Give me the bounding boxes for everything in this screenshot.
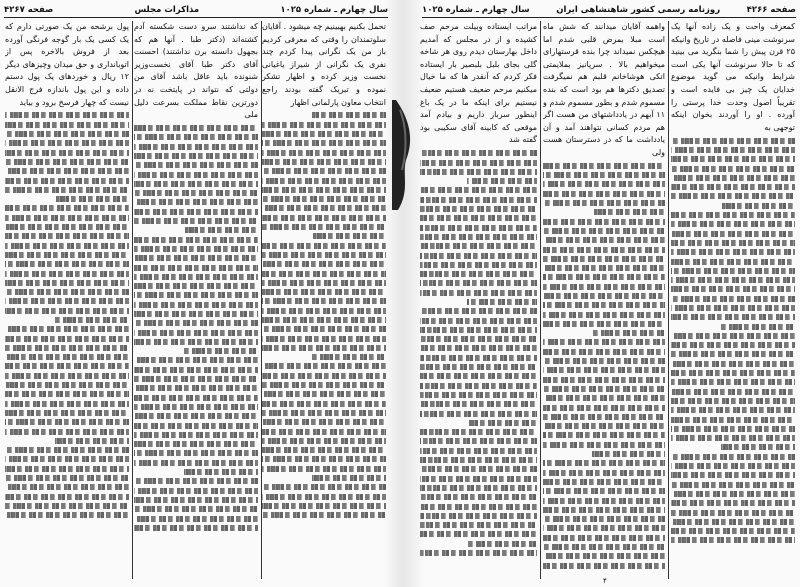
text-line	[5, 187, 129, 193]
text-line	[55, 438, 129, 444]
text-line	[262, 224, 386, 230]
text-line	[671, 500, 795, 506]
text-line	[5, 336, 129, 342]
text-line	[262, 131, 386, 137]
text-line	[467, 178, 537, 184]
text-line	[5, 484, 129, 490]
text-line	[262, 429, 386, 435]
text-line	[420, 401, 537, 407]
text-line	[134, 237, 258, 243]
text-line	[543, 181, 665, 187]
text-line	[5, 252, 129, 258]
text-line	[262, 298, 386, 304]
text-line	[671, 305, 795, 311]
text-line	[134, 460, 258, 466]
text-line	[420, 169, 537, 175]
text-line	[312, 475, 386, 481]
text-line	[543, 265, 665, 271]
text-line	[134, 506, 258, 512]
text-line	[262, 401, 386, 407]
text-lines	[262, 112, 386, 518]
text-line	[134, 488, 258, 494]
text-line	[420, 494, 537, 500]
column-text: تحمل بکنیم بهبینیم چه میشود . آقایان سلوتمندان را وقتی که معرفی کردیم باز من یک نگرانی پیدا کردم چند نفری یک نگرانی از شیراز یاغیانی نخست وزیر کرده و اظهار تشکر نموده و تبریک گفته بودند راجع انتخاب معاون پارلمانی اظهار	[262, 22, 386, 107]
text-line	[5, 271, 129, 277]
text-line	[671, 426, 795, 432]
text-line	[134, 320, 258, 326]
text-line	[134, 134, 258, 140]
text-line	[671, 333, 795, 339]
text-line	[671, 528, 795, 534]
text-line	[134, 516, 258, 522]
text-line	[592, 330, 665, 336]
text-line	[671, 361, 795, 367]
text-line	[671, 184, 795, 190]
column-text: که نداشتند سرو دست شکسته آدم کشته‌اند (دکتر طبا . آنها هم که بجهول دانسته برن نداشتند) احسنت آقای دکتر طبا آقای نخست‌وزیر شنونده باید عاقل باشد آقای من دولتی که نتواند در پایتخت نه در دورترین نقاط مملکت بسرعت دلیل ملی	[134, 22, 258, 120]
text-line	[543, 274, 665, 280]
text-line	[420, 411, 537, 417]
text-line	[5, 122, 129, 128]
text-column	[262, 21, 386, 579]
text-line	[134, 274, 258, 280]
text-line	[543, 442, 665, 448]
text-line	[467, 420, 537, 426]
text-line	[543, 414, 665, 420]
text-line	[262, 261, 386, 267]
text-line	[134, 385, 258, 391]
text-line	[543, 256, 665, 262]
text-line	[262, 280, 386, 286]
text-line	[543, 377, 665, 383]
text-line	[5, 494, 129, 500]
text-line	[671, 212, 795, 218]
text-line	[262, 345, 386, 351]
text-line	[420, 448, 537, 454]
text-line	[420, 280, 537, 286]
text-line	[5, 112, 129, 118]
text-line	[134, 190, 258, 196]
text-line	[5, 447, 129, 453]
text-line	[262, 243, 386, 249]
text-line	[671, 166, 795, 172]
text-line	[721, 203, 795, 209]
footer-page-number: ۴	[603, 577, 607, 585]
text-line	[134, 339, 258, 345]
text-line	[420, 513, 537, 519]
column-divider	[261, 21, 262, 579]
text-line	[543, 386, 665, 392]
text-line	[671, 482, 795, 488]
text-line	[420, 373, 537, 379]
text-line	[543, 432, 665, 438]
text-line	[671, 398, 795, 404]
text-line	[134, 153, 258, 159]
text-line	[134, 144, 258, 150]
text-line	[671, 463, 795, 469]
text-line	[543, 488, 665, 494]
text-line	[5, 233, 129, 239]
text-line	[262, 168, 386, 174]
text-line	[262, 215, 386, 221]
text-line	[467, 541, 537, 547]
text-line	[543, 535, 665, 541]
text-line	[543, 460, 665, 466]
text-line	[134, 330, 258, 336]
text-line	[671, 389, 795, 395]
text-line	[671, 472, 795, 478]
text-line	[262, 466, 386, 472]
newspaper-title: روزنامه رسمی کشور شاهنشاهی ایران	[556, 5, 721, 15]
text-line	[5, 363, 129, 369]
text-line	[5, 280, 129, 286]
text-line	[420, 271, 537, 277]
text-line	[592, 209, 665, 215]
text-line	[262, 373, 386, 379]
text-line	[134, 209, 258, 215]
text-line	[262, 196, 386, 202]
text-line	[5, 326, 129, 332]
text-line	[134, 404, 258, 410]
text-line	[262, 382, 386, 388]
text-line	[262, 308, 386, 314]
text-line	[671, 537, 795, 543]
text-line	[5, 419, 129, 425]
text-line	[134, 395, 258, 401]
text-line	[262, 252, 386, 258]
text-line	[134, 367, 258, 373]
text-line	[134, 265, 258, 271]
text-line	[5, 475, 129, 481]
text-line	[420, 550, 537, 556]
text-lines	[420, 150, 537, 556]
text-line	[262, 187, 386, 193]
text-column	[543, 21, 665, 579]
text-line	[543, 516, 665, 522]
text-line	[134, 376, 258, 382]
text-line	[671, 435, 795, 441]
text-column	[420, 21, 537, 579]
text-line	[420, 457, 537, 463]
text-line	[5, 429, 129, 435]
text-line	[671, 519, 795, 525]
text-line	[5, 503, 129, 509]
column-divider	[668, 21, 669, 579]
text-line	[543, 423, 665, 429]
text-line	[543, 470, 665, 476]
right-page	[418, 0, 800, 587]
text-line	[420, 531, 537, 537]
text-column	[134, 21, 258, 579]
text-line	[5, 456, 129, 462]
column-divider	[132, 21, 133, 579]
text-line	[5, 289, 129, 295]
text-line	[543, 405, 665, 411]
text-line	[5, 215, 129, 221]
text-line	[543, 498, 665, 504]
text-line	[5, 345, 129, 351]
issue-number: سال چهارم ـ شماره ۱۰۲۵	[280, 5, 388, 15]
text-line	[134, 199, 258, 205]
text-line	[543, 544, 665, 550]
text-line	[420, 383, 537, 389]
text-column	[671, 21, 795, 579]
text-line	[312, 354, 386, 360]
text-line	[262, 410, 386, 416]
text-line	[262, 122, 386, 128]
text-line	[262, 317, 386, 323]
text-line	[262, 419, 386, 425]
text-line	[134, 283, 258, 289]
text-line	[5, 298, 129, 304]
column-text: مراتب ایستاده وبیلت مرحم صف کشیده و از در مجلس که آمدیم داخل بهارستان دیدم روی هر شاخه گلی بجای بلبل بلبصیر بار ایستاده فکر کردم که آنقدر ها که ما خیال میکنیم مرحم ضعیف هستیم ضعیف نیستیم برای اینکه ما در یک باغ اینطور سرباز داریم و بیادم آمد موقعی که کابینه آقای سکیبی بود گفته شد	[420, 22, 537, 145]
text-line	[5, 178, 129, 184]
text-line	[543, 237, 665, 243]
text-line	[420, 336, 537, 342]
text-line	[5, 150, 129, 156]
text-line	[671, 249, 795, 255]
text-line	[262, 140, 386, 146]
text-line	[134, 172, 258, 178]
text-line	[134, 302, 258, 308]
text-line	[671, 277, 795, 283]
text-line	[543, 349, 665, 355]
text-line	[5, 261, 129, 267]
text-line	[420, 234, 537, 240]
text-line	[55, 196, 129, 202]
text-line	[420, 197, 537, 203]
left-page	[0, 0, 392, 587]
text-line	[420, 327, 537, 333]
text-lines	[5, 112, 129, 518]
column-text: پول برشحه من یک صورتی دارم که یک کسی یک بار گوجه فرنگی آورده بعد از فروش بالاخره پس از اتوبانداری و حق میدان وچیزهای دیگر ۱۲ ریال و خوردهای یک پول دستم داده و این پول باندازه فرج الانقل نیست که چهار فرسخ برود و بیاید	[5, 22, 129, 107]
text-line	[5, 131, 129, 137]
text-line	[5, 373, 129, 379]
text-line	[5, 410, 129, 416]
text-lines	[543, 163, 665, 569]
text-line	[671, 407, 795, 413]
text-line	[543, 163, 665, 169]
column-text: واهمه آقایان میدانند که شش ماه است مبلا بمرض قلبی شدم اما هیچکس نمیداند چرا بنده قرستهارای میخواهیم بالا . سرپانیز بملایمتی اتکی هوشاخانم قلبم هم نمیگرفت تصدیق دکترها هم بود است که بنده مسموم شدم و بطور مسموم شدم و ۱۱ آبهم در یادداشتهای من هست اگر هم مردم کسانی نتواهند آمد و آن یادداشت ما که در دسترستان هست ولی	[543, 22, 665, 157]
text-line	[134, 450, 258, 456]
text-line	[543, 219, 665, 225]
text-line	[420, 253, 537, 259]
text-line	[543, 293, 665, 299]
text-line	[262, 391, 386, 397]
text-line	[5, 243, 129, 249]
text-line	[671, 147, 795, 153]
text-column	[5, 21, 129, 579]
text-line	[420, 522, 537, 528]
text-line	[312, 233, 386, 239]
text-line	[184, 469, 258, 475]
issue-number: سال چهارم ـ شماره ۱۰۲۵	[422, 5, 530, 15]
text-line	[543, 191, 665, 197]
text-line	[134, 311, 258, 317]
text-line	[543, 358, 665, 364]
text-line	[671, 156, 795, 162]
text-line	[592, 451, 665, 457]
text-line	[262, 494, 386, 500]
text-line	[134, 125, 258, 131]
text-line	[467, 299, 537, 305]
text-line	[671, 351, 795, 357]
text-line	[262, 447, 386, 453]
text-line	[134, 162, 258, 168]
text-line	[262, 484, 386, 490]
text-line	[262, 336, 386, 342]
text-line	[5, 466, 129, 472]
text-line	[671, 379, 795, 385]
text-line	[55, 317, 129, 323]
text-line	[134, 181, 258, 187]
text-line	[420, 504, 537, 510]
column-divider	[540, 21, 541, 579]
text-line	[262, 159, 386, 165]
text-line	[420, 206, 537, 212]
text-line	[543, 479, 665, 485]
text-line	[671, 193, 795, 199]
text-line	[312, 112, 386, 118]
text-line	[5, 401, 129, 407]
text-line	[543, 395, 665, 401]
text-line	[262, 178, 386, 184]
text-line	[5, 512, 129, 518]
text-line	[671, 454, 795, 460]
text-line	[420, 243, 537, 249]
text-line	[5, 382, 129, 388]
text-line	[543, 312, 665, 318]
text-line	[420, 392, 537, 398]
text-line	[420, 290, 537, 296]
text-line	[671, 221, 795, 227]
text-line	[671, 138, 795, 144]
text-line	[5, 224, 129, 230]
text-line	[420, 262, 537, 268]
text-line	[5, 354, 129, 360]
text-line	[134, 246, 258, 252]
text-line	[134, 423, 258, 429]
text-line	[671, 491, 795, 497]
text-line	[671, 296, 795, 302]
text-line	[5, 205, 129, 211]
text-line	[671, 240, 795, 246]
text-line	[134, 441, 258, 447]
text-line	[134, 497, 258, 503]
text-line	[420, 476, 537, 482]
text-lines	[671, 138, 795, 544]
column-text: کمعرف واحت و یک زاده آنها یک سرنوشت مینی فاصله در تاریخ وانیکه ۲۵ قرن پیش را شما بنگرید می بینید که تا حالا سرنوشت آنها یکی است شرایط وانیکه می گوید موضوع خدایان یک چیز بی فایده است و تقریباً اصول وحدت خدا پرستی را آورده . او را آوردند بخوان اینکه توجهی به	[671, 22, 795, 132]
text-line	[420, 485, 537, 491]
text-line	[420, 160, 537, 166]
text-line	[262, 363, 386, 369]
text-line	[543, 302, 665, 308]
text-line	[262, 503, 386, 509]
text-line	[134, 292, 258, 298]
text-line	[134, 525, 258, 531]
text-line	[721, 444, 795, 450]
text-line	[420, 364, 537, 370]
section-title: مذاکرات مجلس	[134, 5, 200, 15]
text-line	[262, 205, 386, 211]
text-line	[262, 438, 386, 444]
text-line	[420, 355, 537, 361]
text-line	[721, 324, 795, 330]
text-line	[671, 259, 795, 265]
text-line	[262, 512, 386, 518]
text-line	[543, 172, 665, 178]
text-line	[262, 271, 386, 277]
text-lines	[134, 125, 258, 531]
text-line	[543, 339, 665, 345]
page-number: صفحه ۴۲۶۶	[746, 5, 796, 15]
text-line	[671, 231, 795, 237]
page-header	[4, 3, 388, 18]
text-line	[671, 175, 795, 181]
text-line	[543, 247, 665, 253]
text-line	[671, 314, 795, 320]
text-line	[671, 286, 795, 292]
text-line	[543, 553, 665, 559]
text-line	[420, 345, 537, 351]
text-line	[420, 215, 537, 221]
text-line	[134, 255, 258, 261]
text-line	[5, 168, 129, 174]
text-line	[262, 289, 386, 295]
page-number: صفحه ۴۲۶۷	[4, 5, 54, 15]
text-line	[5, 140, 129, 146]
text-line	[543, 367, 665, 373]
text-line	[134, 432, 258, 438]
text-line	[543, 321, 665, 327]
text-line	[543, 284, 665, 290]
text-line	[420, 466, 537, 472]
text-line	[543, 228, 665, 234]
text-line	[543, 525, 665, 531]
text-line	[671, 268, 795, 274]
text-line	[262, 150, 386, 156]
binding-clip-shadow	[392, 100, 418, 210]
text-line	[262, 326, 386, 332]
text-line	[671, 342, 795, 348]
text-line	[134, 478, 258, 484]
text-line	[134, 218, 258, 224]
text-line	[671, 417, 795, 423]
text-line	[184, 348, 258, 354]
text-line	[134, 413, 258, 419]
text-line	[420, 187, 537, 193]
text-line	[184, 227, 258, 233]
text-line	[543, 200, 665, 206]
page-header	[422, 3, 796, 18]
text-line	[420, 429, 537, 435]
text-line	[134, 357, 258, 363]
text-line	[671, 370, 795, 376]
text-line	[5, 308, 129, 314]
text-line	[262, 456, 386, 462]
text-line	[5, 159, 129, 165]
text-line	[420, 438, 537, 444]
text-line	[420, 225, 537, 231]
text-line	[5, 391, 129, 397]
text-line	[420, 150, 537, 156]
text-line	[671, 510, 795, 516]
text-line	[420, 308, 537, 314]
text-line	[420, 318, 537, 324]
text-line	[543, 563, 665, 569]
text-line	[543, 507, 665, 513]
